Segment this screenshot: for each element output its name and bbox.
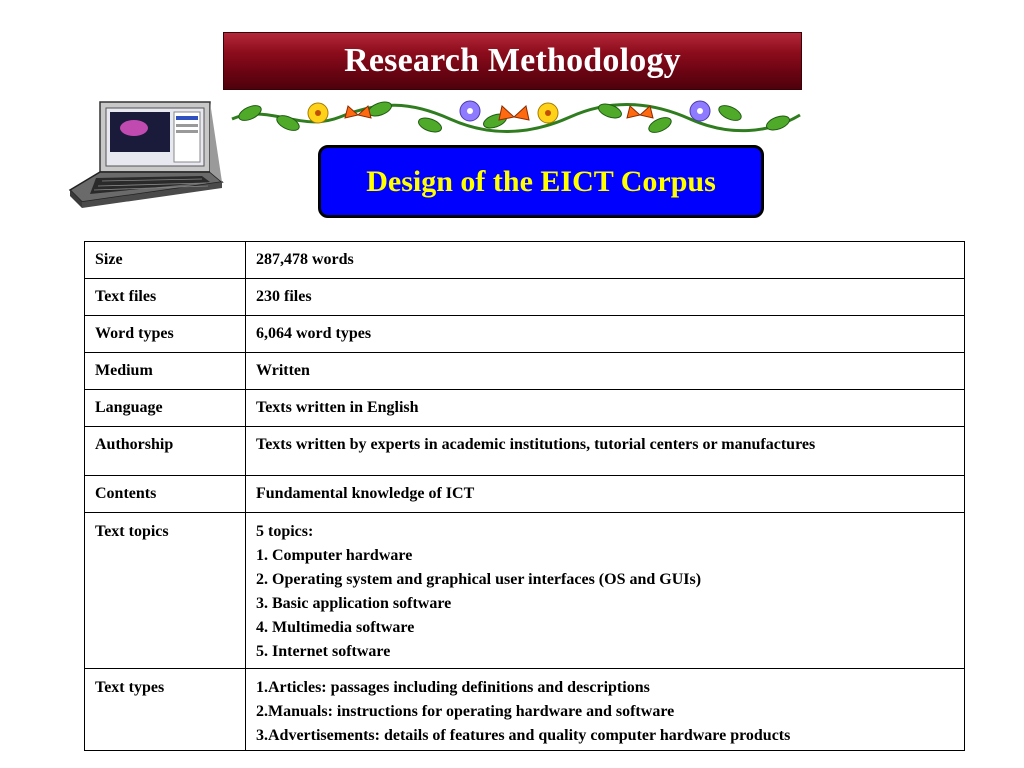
row-value (246, 390, 965, 427)
value-line: 2. Operating system and graphical user interfaces (OS and GUIs) (256, 571, 702, 588)
value-line: 3. Basic application software (256, 595, 452, 612)
row-value (246, 279, 965, 316)
row-key: Size (85, 242, 246, 279)
row-key: Text topics (85, 513, 246, 669)
table-row (85, 513, 965, 669)
corpus-design-table (84, 241, 965, 751)
row-key: Medium (85, 353, 246, 390)
table-row (85, 242, 965, 279)
table-row (85, 279, 965, 316)
laptop-icon (62, 98, 238, 213)
table-row (85, 476, 965, 513)
row-value (246, 427, 965, 476)
row-value (246, 316, 965, 353)
slide-subtitle: Design of the EICT Corpus (366, 164, 716, 198)
row-key: Contents (85, 476, 246, 513)
value-line: 1. Computer hardware (256, 547, 413, 564)
row-value (246, 513, 965, 669)
table-row (85, 316, 965, 353)
value-line: Texts written in English (256, 399, 419, 416)
value-line: Texts written by experts in academic institutions, tutorial centers or manufactures (256, 436, 816, 453)
subtitle-box (318, 145, 764, 218)
row-key: Authorship (85, 427, 246, 476)
row-key: Text types (85, 669, 246, 751)
title-banner (223, 32, 802, 90)
value-line: 6,064 word types (256, 325, 372, 342)
table-row (85, 669, 965, 751)
value-line: 1.Articles: passages including definitions and descriptions (256, 679, 650, 696)
row-key: Word types (85, 316, 246, 353)
value-line: 3.Advertisements: details of features and quality computer hardware products (256, 727, 791, 744)
table-row (85, 427, 965, 476)
row-key: Text files (85, 279, 246, 316)
table-row (85, 353, 965, 390)
value-line: Fundamental knowledge of ICT (256, 485, 475, 502)
table-row (85, 390, 965, 427)
value-line: Written (256, 362, 310, 379)
value-line: 5. Internet software (256, 643, 391, 660)
value-line: 5 topics: (256, 523, 314, 540)
value-line: 287,478 words (256, 251, 354, 268)
row-value (246, 353, 965, 390)
row-value (246, 669, 965, 751)
value-line: 230 files (256, 288, 312, 305)
row-key: Language (85, 390, 246, 427)
floral-vine-icon (230, 93, 802, 137)
row-value (246, 242, 965, 279)
row-value (246, 476, 965, 513)
value-line: 4. Multimedia software (256, 619, 415, 636)
value-line: 2.Manuals: instructions for operating hardware and software (256, 703, 675, 720)
slide-title: Research Methodology (344, 42, 681, 79)
